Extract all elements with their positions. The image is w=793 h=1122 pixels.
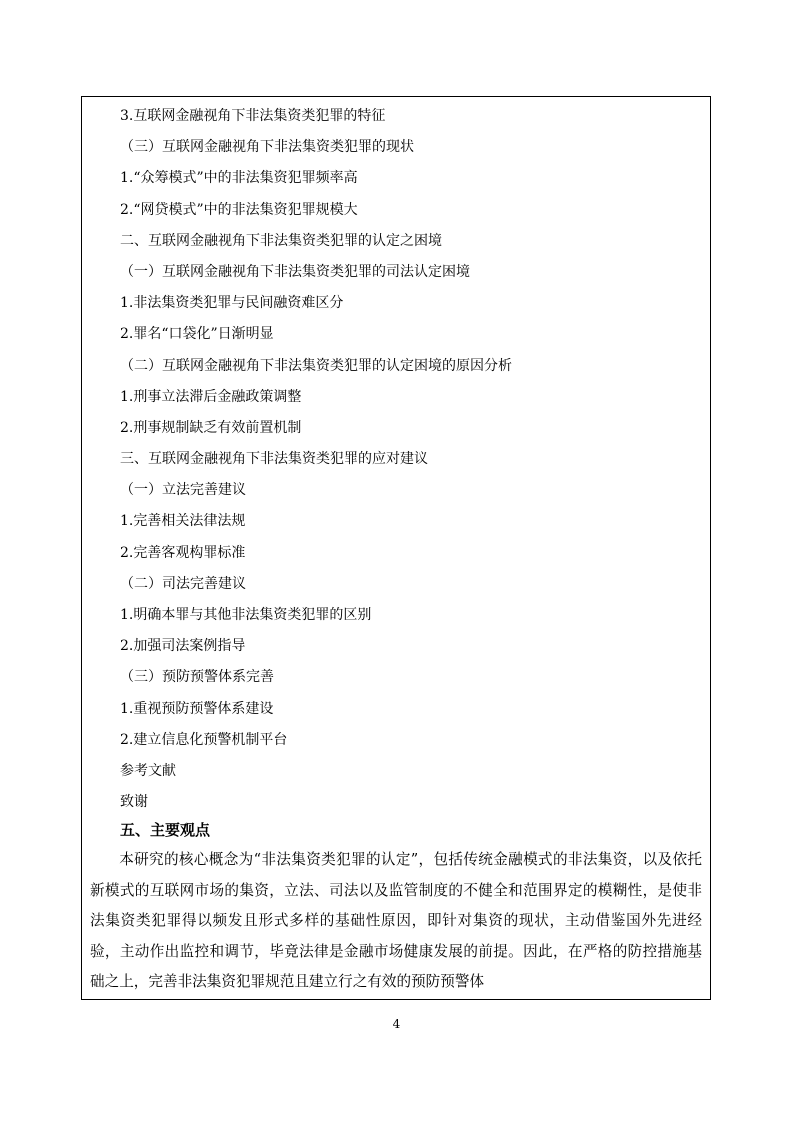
- outline-item: 二、互联网金融视角下非法集资类犯罪的认定之困境: [120, 232, 442, 249]
- outline-item: （二）司法完善建议: [120, 575, 246, 592]
- outline-item: 致谢: [120, 794, 148, 811]
- outline-item: 2.“网贷模式”中的非法集资犯罪规模大: [120, 201, 358, 218]
- outline-item: 1.重视预防预警体系建设: [120, 700, 274, 717]
- outline-item: 1.刑事立法滞后金融政策调整: [120, 388, 302, 405]
- page-number: 4: [392, 1017, 401, 1031]
- outline-item: 2.加强司法案例指导: [120, 638, 246, 655]
- outline-item: （三）预防预警体系完善: [120, 669, 274, 686]
- outline-item: 1.非法集资类犯罪与民间融资难区分: [120, 295, 344, 312]
- outline-item: 2.刑事规制缺乏有效前置机制: [120, 419, 302, 436]
- outline-item: 2.建立信息化预警机制平台: [120, 731, 288, 748]
- outline-item: 3.互联网金融视角下非法集资类犯罪的特征: [120, 108, 386, 124]
- outline-item: （三）互联网金融视角下非法集资类犯罪的现状: [120, 139, 414, 156]
- outline-item: 1.明确本罪与其他非法集资类犯罪的区别: [120, 607, 372, 623]
- outline-item: 2.罪名“口袋化”日渐明显: [120, 326, 274, 343]
- section-heading: 五、主要观点: [120, 821, 211, 839]
- thesis-outline: [120, 101, 700, 818]
- outline-item: 1.完善相关法律法规: [120, 513, 246, 530]
- main-points-paragraph: 本研究的核心概念为“非法集资类犯罪的认定”，包括传统金融模式的非法集资，以及依托新模式的互联网市场的集资，立法、司法以及监管制度的不健全和范围界定的模糊性，是使非法集资类犯罪得以频发且形式多样的基础性原因，即针对集资的现状，主动借鉴国外先进经验，主动作出监控和调节，毕竟法律是金融市场健康发展的前提。因此，在严格的防控措施基础之上，完善非法集资犯罪规范且建立行之有效的预防预警体: [90, 851, 702, 991]
- outline-item: 参考文献: [120, 762, 176, 779]
- outline-item: （一）互联网金融视角下非法集资类犯罪的司法认定困境: [120, 263, 470, 280]
- outline-item: （二）互联网金融视角下非法集资类犯罪的认定困境的原因分析: [120, 357, 512, 374]
- content-table-cell: [81, 96, 711, 1000]
- outline-item: 1.“众筹模式”中的非法集资犯罪频率高: [120, 170, 358, 187]
- outline-item: （一）立法完善建议: [120, 482, 246, 499]
- outline-item: 2.完善客观构罪标准: [120, 544, 246, 561]
- outline-item: 三、互联网金融视角下非法集资类犯罪的应对建议: [120, 451, 428, 468]
